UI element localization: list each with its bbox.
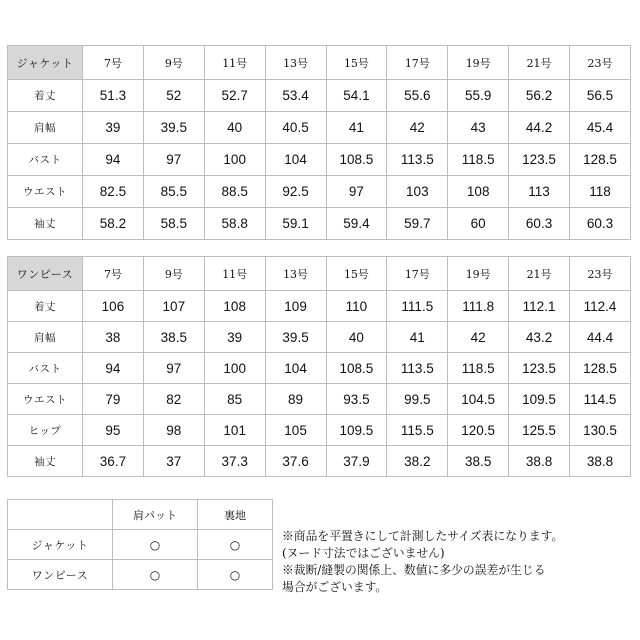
measurement-value: 103 bbox=[387, 176, 448, 208]
table-row bbox=[8, 112, 631, 144]
measurement-value: 92.5 bbox=[265, 176, 326, 208]
measurement-value: 40 bbox=[326, 322, 387, 353]
measurement-label: ウエスト bbox=[8, 176, 83, 208]
table-row bbox=[8, 322, 631, 353]
measurement-value: 108.5 bbox=[326, 144, 387, 176]
size-header: 21号 bbox=[509, 46, 570, 80]
measurement-value: 38.5 bbox=[143, 322, 204, 353]
table-row bbox=[8, 446, 631, 477]
table-row bbox=[8, 208, 631, 240]
measurement-value: 52.7 bbox=[204, 80, 265, 112]
measurement-value: 40 bbox=[204, 112, 265, 144]
table-row bbox=[8, 415, 631, 446]
note-line: ※裁断/縫製の関係上、数値に多少の誤差が生じる bbox=[282, 563, 546, 577]
measurement-value: 44.4 bbox=[570, 322, 631, 353]
measurement-value: 105 bbox=[265, 415, 326, 446]
size-header: 9号 bbox=[143, 257, 204, 291]
measurement-value: 43.2 bbox=[509, 322, 570, 353]
note-line: ※商品を平置きにして計測したサイズ表になります。 bbox=[282, 529, 564, 543]
measurement-value: 113.5 bbox=[387, 144, 448, 176]
size-header: 11号 bbox=[204, 46, 265, 80]
measurement-value: 118 bbox=[570, 176, 631, 208]
option-item-label: ジャケット bbox=[8, 530, 113, 560]
measurement-value: 59.1 bbox=[265, 208, 326, 240]
measurement-label: 肩幅 bbox=[8, 322, 83, 353]
measurement-value: 55.9 bbox=[448, 80, 509, 112]
jacket-table-title: ジャケット bbox=[8, 46, 83, 80]
measurement-value: 43 bbox=[448, 112, 509, 144]
measurement-label: 着丈 bbox=[8, 80, 83, 112]
measurement-value: 51.3 bbox=[83, 80, 144, 112]
measurement-value: 82.5 bbox=[83, 176, 144, 208]
measurement-value: 40.5 bbox=[265, 112, 326, 144]
measurement-label: 袖丈 bbox=[8, 446, 83, 477]
measurement-value: 118.5 bbox=[448, 353, 509, 384]
measurement-value: 95 bbox=[83, 415, 144, 446]
measurement-value: 108.5 bbox=[326, 353, 387, 384]
measurement-value: 85 bbox=[204, 384, 265, 415]
size-header: 19号 bbox=[448, 46, 509, 80]
measurement-value: 100 bbox=[204, 144, 265, 176]
dress-size-table bbox=[7, 256, 631, 477]
size-header: 13号 bbox=[265, 46, 326, 80]
measurement-label: ヒップ bbox=[8, 415, 83, 446]
measurement-value: 45.4 bbox=[570, 112, 631, 144]
table-row bbox=[8, 353, 631, 384]
measurement-value: 128.5 bbox=[570, 353, 631, 384]
measurement-value: 58.5 bbox=[143, 208, 204, 240]
measurement-value: 123.5 bbox=[509, 353, 570, 384]
measurement-value: 89 bbox=[265, 384, 326, 415]
table-row bbox=[8, 384, 631, 415]
measurement-value: 58.8 bbox=[204, 208, 265, 240]
measurement-value: 59.7 bbox=[387, 208, 448, 240]
size-header: 9号 bbox=[143, 46, 204, 80]
table-row bbox=[8, 144, 631, 176]
size-header: 23号 bbox=[570, 46, 631, 80]
measurement-value: 108 bbox=[204, 291, 265, 322]
note-line: 場合がございます。 bbox=[282, 580, 388, 594]
measurement-value: 38.8 bbox=[509, 446, 570, 477]
measurement-value: 130.5 bbox=[570, 415, 631, 446]
option-mark: ○ bbox=[198, 560, 273, 590]
measurement-label: 着丈 bbox=[8, 291, 83, 322]
size-header: 19号 bbox=[448, 257, 509, 291]
measurement-value: 123.5 bbox=[509, 144, 570, 176]
table-row bbox=[8, 291, 631, 322]
measurement-value: 125.5 bbox=[509, 415, 570, 446]
option-mark: ○ bbox=[113, 560, 198, 590]
measurement-value: 36.7 bbox=[83, 446, 144, 477]
measurement-value: 114.5 bbox=[570, 384, 631, 415]
measurement-value: 55.6 bbox=[387, 80, 448, 112]
measurement-value: 44.2 bbox=[509, 112, 570, 144]
measurement-value: 41 bbox=[387, 322, 448, 353]
measurement-value: 104 bbox=[265, 353, 326, 384]
option-table bbox=[7, 499, 273, 590]
size-header: 21号 bbox=[509, 257, 570, 291]
dress-header-row bbox=[8, 257, 631, 291]
jacket-header-row bbox=[8, 46, 631, 80]
measurement-value: 82 bbox=[143, 384, 204, 415]
measurement-value: 37.3 bbox=[204, 446, 265, 477]
jacket-size-table bbox=[7, 45, 631, 240]
note-line: (ヌード寸法ではございません) bbox=[282, 546, 445, 560]
measurement-value: 113 bbox=[509, 176, 570, 208]
measurement-value: 104.5 bbox=[448, 384, 509, 415]
measurement-value: 110 bbox=[326, 291, 387, 322]
measurement-value: 42 bbox=[448, 322, 509, 353]
measurement-value: 99.5 bbox=[387, 384, 448, 415]
measurement-value: 85.5 bbox=[143, 176, 204, 208]
measurement-value: 39.5 bbox=[143, 112, 204, 144]
size-header: 17号 bbox=[387, 257, 448, 291]
measurement-label: 肩幅 bbox=[8, 112, 83, 144]
measurement-value: 56.5 bbox=[570, 80, 631, 112]
measurement-value: 109.5 bbox=[509, 384, 570, 415]
measurement-value: 111.8 bbox=[448, 291, 509, 322]
measurement-value: 97 bbox=[143, 144, 204, 176]
measurement-value: 107 bbox=[143, 291, 204, 322]
measurement-value: 37 bbox=[143, 446, 204, 477]
measurement-label: バスト bbox=[8, 144, 83, 176]
size-header: 7号 bbox=[83, 46, 144, 80]
measurement-label: バスト bbox=[8, 353, 83, 384]
measurement-value: 128.5 bbox=[570, 144, 631, 176]
measurement-label: ウエスト bbox=[8, 384, 83, 415]
measurement-value: 37.9 bbox=[326, 446, 387, 477]
measurement-value: 94 bbox=[83, 353, 144, 384]
measurement-value: 120.5 bbox=[448, 415, 509, 446]
measurement-value: 94 bbox=[83, 144, 144, 176]
size-header: 7号 bbox=[83, 257, 144, 291]
measurement-value: 60 bbox=[448, 208, 509, 240]
size-header: 23号 bbox=[570, 257, 631, 291]
measurement-value: 88.5 bbox=[204, 176, 265, 208]
size-header: 13号 bbox=[265, 257, 326, 291]
size-header: 15号 bbox=[326, 257, 387, 291]
measurement-value: 109.5 bbox=[326, 415, 387, 446]
measurement-value: 58.2 bbox=[83, 208, 144, 240]
measurement-value: 97 bbox=[326, 176, 387, 208]
option-corner-cell bbox=[8, 500, 113, 530]
measurement-value: 38 bbox=[83, 322, 144, 353]
measurement-value: 112.1 bbox=[509, 291, 570, 322]
measurement-value: 39 bbox=[83, 112, 144, 144]
measurement-value: 98 bbox=[143, 415, 204, 446]
size-header: 15号 bbox=[326, 46, 387, 80]
measurement-value: 39 bbox=[204, 322, 265, 353]
table-row bbox=[8, 560, 273, 590]
table-row bbox=[8, 176, 631, 208]
measurement-value: 97 bbox=[143, 353, 204, 384]
measurement-value: 100 bbox=[204, 353, 265, 384]
measurement-value: 38.2 bbox=[387, 446, 448, 477]
measurement-value: 42 bbox=[387, 112, 448, 144]
option-header-row bbox=[8, 500, 273, 530]
notes bbox=[282, 528, 634, 596]
measurement-value: 38.8 bbox=[570, 446, 631, 477]
measurement-value: 53.4 bbox=[265, 80, 326, 112]
measurement-value: 101 bbox=[204, 415, 265, 446]
measurement-value: 118.5 bbox=[448, 144, 509, 176]
measurement-value: 93.5 bbox=[326, 384, 387, 415]
measurement-value: 60.3 bbox=[570, 208, 631, 240]
option-header: 裏地 bbox=[198, 500, 273, 530]
option-mark: ○ bbox=[198, 530, 273, 560]
table-row bbox=[8, 80, 631, 112]
measurement-value: 108 bbox=[448, 176, 509, 208]
measurement-value: 113.5 bbox=[387, 353, 448, 384]
dress-table-title: ワンピース bbox=[8, 257, 83, 291]
measurement-value: 60.3 bbox=[509, 208, 570, 240]
option-header: 肩パット bbox=[113, 500, 198, 530]
size-header: 17号 bbox=[387, 46, 448, 80]
measurement-value: 79 bbox=[83, 384, 144, 415]
measurement-value: 112.4 bbox=[570, 291, 631, 322]
measurement-value: 56.2 bbox=[509, 80, 570, 112]
measurement-value: 106 bbox=[83, 291, 144, 322]
option-item-label: ワンピース bbox=[8, 560, 113, 590]
option-mark: ○ bbox=[113, 530, 198, 560]
measurement-value: 54.1 bbox=[326, 80, 387, 112]
measurement-value: 38.5 bbox=[448, 446, 509, 477]
measurement-value: 59.4 bbox=[326, 208, 387, 240]
measurement-value: 52 bbox=[143, 80, 204, 112]
table-row bbox=[8, 530, 273, 560]
measurement-value: 115.5 bbox=[387, 415, 448, 446]
measurement-value: 109 bbox=[265, 291, 326, 322]
size-header: 11号 bbox=[204, 257, 265, 291]
measurement-label: 袖丈 bbox=[8, 208, 83, 240]
measurement-value: 41 bbox=[326, 112, 387, 144]
measurement-value: 39.5 bbox=[265, 322, 326, 353]
measurement-value: 111.5 bbox=[387, 291, 448, 322]
measurement-value: 104 bbox=[265, 144, 326, 176]
measurement-value: 37.6 bbox=[265, 446, 326, 477]
